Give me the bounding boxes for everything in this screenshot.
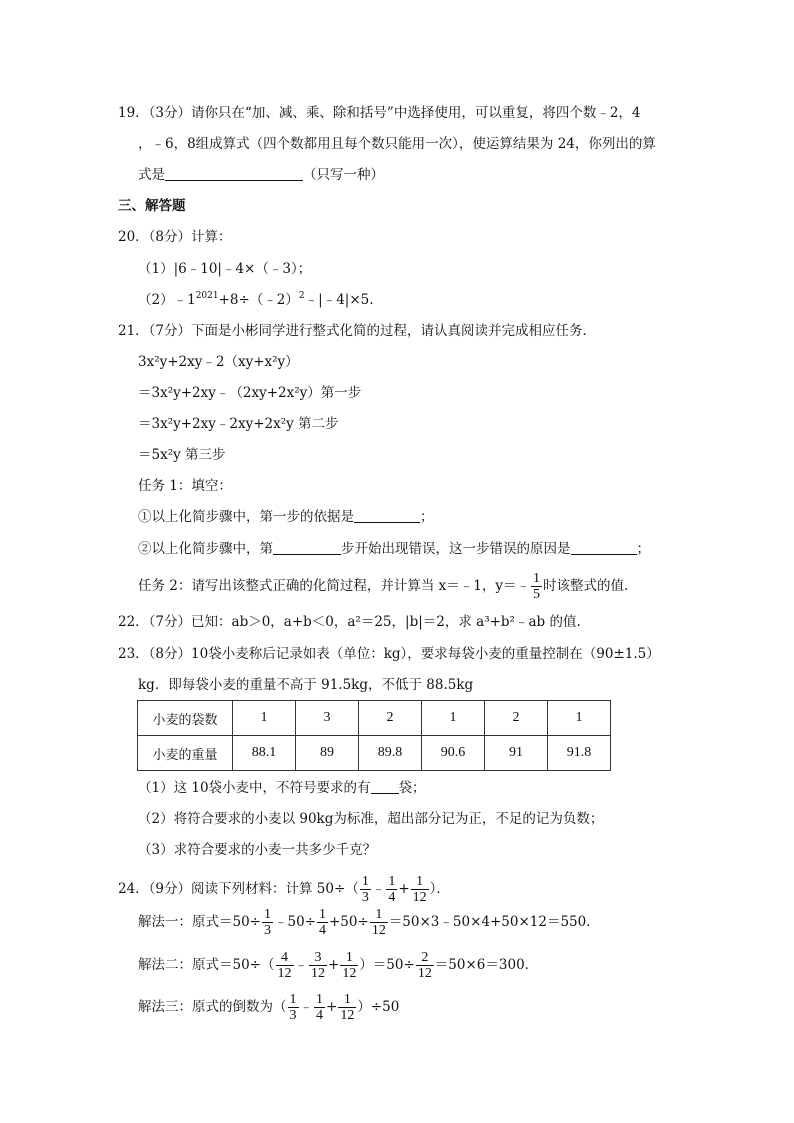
q24-m3-a: 解法三：原式的倒数为（	[138, 999, 287, 1015]
q20-part2-a: （2）﹣1	[138, 292, 196, 308]
q20-exponent: 2021	[195, 291, 219, 301]
table-row	[138, 701, 611, 736]
frac-num: 1	[264, 907, 271, 922]
minus-sign: ﹣	[371, 881, 386, 897]
q19-text-a: 式是	[138, 167, 165, 183]
q24-head	[118, 874, 450, 905]
table-cell: 2	[359, 701, 422, 736]
frac-num: 1	[370, 907, 388, 923]
frac-den: 3	[289, 1008, 297, 1023]
frac-den: 4	[388, 890, 396, 905]
q19-line3	[138, 166, 384, 184]
q21-step1: ＝3x²y+2xy﹣（2xy+2x²y）第一步	[138, 385, 362, 401]
fraction	[360, 874, 371, 905]
frac-den: 12	[412, 890, 427, 905]
q22: 22．（7分）已知：ab＞0，a+b＜0，a²＝25，|b|＝2，求 a³+b²﹣ab 的值.	[118, 614, 581, 630]
q23-blank-count[interactable]	[371, 780, 399, 794]
q21-task2-text-a: 任务 2：请写出该整式正确的化简过程，并计算当 x＝﹣1，y＝﹣	[138, 578, 531, 594]
frac-den: 3	[361, 890, 369, 905]
q24-op: +50÷	[329, 914, 369, 930]
table-cell: 1	[422, 701, 485, 736]
frac-den: 3	[264, 923, 271, 938]
q21-task1-b-text-a: ②以上化简步骤中，第	[138, 541, 273, 557]
fraction	[340, 950, 358, 981]
q24-m2-c: ＝50×6＝300．	[434, 957, 539, 973]
q19-line1: 19．（3分）请你只在“加、减、乘、除和括号”中选择使用，可以重复，将四个数﹣2，4	[118, 105, 641, 121]
q23-part1-text-b: 袋；	[398, 780, 426, 796]
q21-blank-step[interactable]	[273, 541, 341, 555]
q21-task1-b-text-b: 步开始出现错误，这一步错误的原因是	[341, 541, 571, 557]
q23-line2: kg．即每袋小麦的重量不高于 91.5kg，不低于 88.5kg	[138, 677, 474, 693]
frac-num: 1	[388, 874, 396, 889]
plus-sign: +	[326, 999, 338, 1015]
frac-num: 3	[309, 950, 327, 966]
fraction	[288, 992, 299, 1023]
table-cell: 91.8	[548, 736, 611, 771]
q21-head: 21．（7分）下面是小彬同学进行整式化简的过程，请认真阅读并完成相应任务．	[118, 323, 597, 339]
table-header-weight: 小麦的重量	[138, 736, 233, 771]
fraction	[317, 907, 328, 938]
q19-line2: ，﹣6，8组成算式（四个数都用且每个数只能用一次），使运算结果为 24，你列出的算	[138, 136, 656, 152]
minus-sign: ﹣	[299, 999, 313, 1015]
frac-den: 12	[277, 966, 292, 981]
frac-num: 1	[361, 874, 369, 889]
q21-task1: 任务 1：填空：	[138, 478, 232, 494]
q20-part2	[138, 291, 374, 309]
table-row	[138, 736, 611, 771]
q23-part3: （3）求符合要求的小麦一共多少千克？	[138, 842, 377, 858]
table-cell: 1	[548, 701, 611, 736]
frac-num: 1	[340, 950, 358, 966]
table-cell: 91	[485, 736, 548, 771]
fraction	[309, 950, 327, 981]
wheat-table	[137, 700, 611, 771]
q20-exponent2: 2	[298, 291, 305, 301]
q23-part2: （2）将符合要求的小麦以 90kg为标准，超出部分记为正，不足的记为负数；	[138, 811, 604, 827]
frac-num: 1	[316, 992, 323, 1007]
fraction	[276, 950, 294, 981]
q21-fraction	[531, 571, 542, 602]
fraction	[386, 874, 397, 905]
table-header-count: 小麦的袋数	[138, 701, 233, 736]
q21-task1-a-end: ；	[420, 509, 434, 525]
q20-head: 20．（8分）计算：	[118, 229, 232, 245]
frac-num: 4	[276, 950, 294, 966]
table-cell: 90.6	[422, 736, 485, 771]
frac-den: 4	[316, 1008, 323, 1023]
table-cell: 89.8	[359, 736, 422, 771]
q24-m1-b: ＝50×3﹣50×4+50×12＝550．	[388, 914, 600, 930]
q23-part1-text-a: （1）这 10袋小麦中，不符号要求的有	[138, 780, 371, 796]
q24-m2-a: 解法二：原式＝50÷（	[138, 957, 275, 973]
frac-num: 1	[319, 907, 326, 922]
q21-frac-den: 5	[533, 587, 541, 602]
table-cell: 3	[296, 701, 359, 736]
q19-answer-blank[interactable]	[165, 167, 303, 181]
q20-part2-c: ﹣|﹣4|×5.	[304, 292, 374, 308]
q24-m3-b: ）÷50	[357, 999, 400, 1015]
q23-line1: 23．（8分）10袋小麦称后记录如表（单位：kg），要求每袋小麦的重量控制在（90±1.5）	[118, 646, 660, 662]
table-cell: 2	[485, 701, 548, 736]
q24-head-b: ）．	[429, 881, 450, 897]
q24-m2-b: ）＝50÷	[359, 957, 415, 973]
fraction	[411, 874, 429, 905]
q24-method2	[138, 950, 538, 981]
q21-frac-num: 1	[533, 571, 541, 586]
frac-den: 4	[319, 923, 326, 938]
q24-op: ﹣50÷	[274, 914, 316, 930]
q21-task1-a	[138, 508, 434, 526]
q21-step0: 3x²y+2xy﹣2（xy+x²y）	[138, 354, 299, 370]
q19-text-b: （只写一种）	[303, 167, 384, 183]
fraction	[338, 992, 356, 1023]
frac-den: 12	[417, 966, 432, 981]
frac-den: 12	[371, 923, 386, 938]
frac-num: 1	[338, 992, 356, 1008]
fraction	[416, 950, 434, 981]
q24-method1	[138, 907, 600, 938]
frac-num: 2	[416, 950, 434, 966]
q21-step2: ＝3x²y+2xy﹣2xy+2x²y 第二步	[138, 416, 339, 432]
table-cell: 89	[296, 736, 359, 771]
q21-blank-basis[interactable]	[354, 509, 420, 523]
q21-task2-text-b: 时该整式的值.	[543, 578, 629, 594]
fraction	[262, 907, 273, 938]
frac-den: 12	[342, 966, 357, 981]
q23-part1	[138, 779, 426, 797]
minus-sign: ﹣	[294, 957, 308, 973]
frac-den: 12	[340, 1008, 355, 1023]
q20-part1: （1）|6﹣10|﹣4×（﹣3）；	[138, 261, 312, 277]
q21-blank-reason[interactable]	[571, 541, 637, 555]
q21-task1-b	[138, 540, 650, 558]
q21-task1-b-end: ；	[636, 541, 650, 557]
q24-method3	[138, 992, 399, 1023]
plus-sign: +	[398, 881, 410, 897]
section-heading: 三、解答题	[118, 198, 186, 214]
q21-step3: ＝5x²y 第三步	[138, 447, 226, 463]
table-cell: 1	[233, 701, 296, 736]
q21-task1-a-text: ①以上化简步骤中，第一步的依据是	[138, 509, 354, 525]
plus-sign: +	[328, 957, 340, 973]
table-cell: 88.1	[233, 736, 296, 771]
frac-den: 12	[311, 966, 325, 981]
fraction	[314, 992, 325, 1023]
q20-part2-b: +8÷（﹣2）	[218, 292, 299, 308]
q24-m1-a: 解法一：原式＝50÷	[138, 914, 261, 930]
frac-num: 1	[289, 992, 297, 1007]
q21-task2	[138, 571, 628, 602]
q24-head-a: 24．（9分）阅读下列材料：计算 50÷（	[118, 881, 359, 897]
frac-num: 1	[411, 874, 429, 890]
fraction	[370, 907, 388, 938]
